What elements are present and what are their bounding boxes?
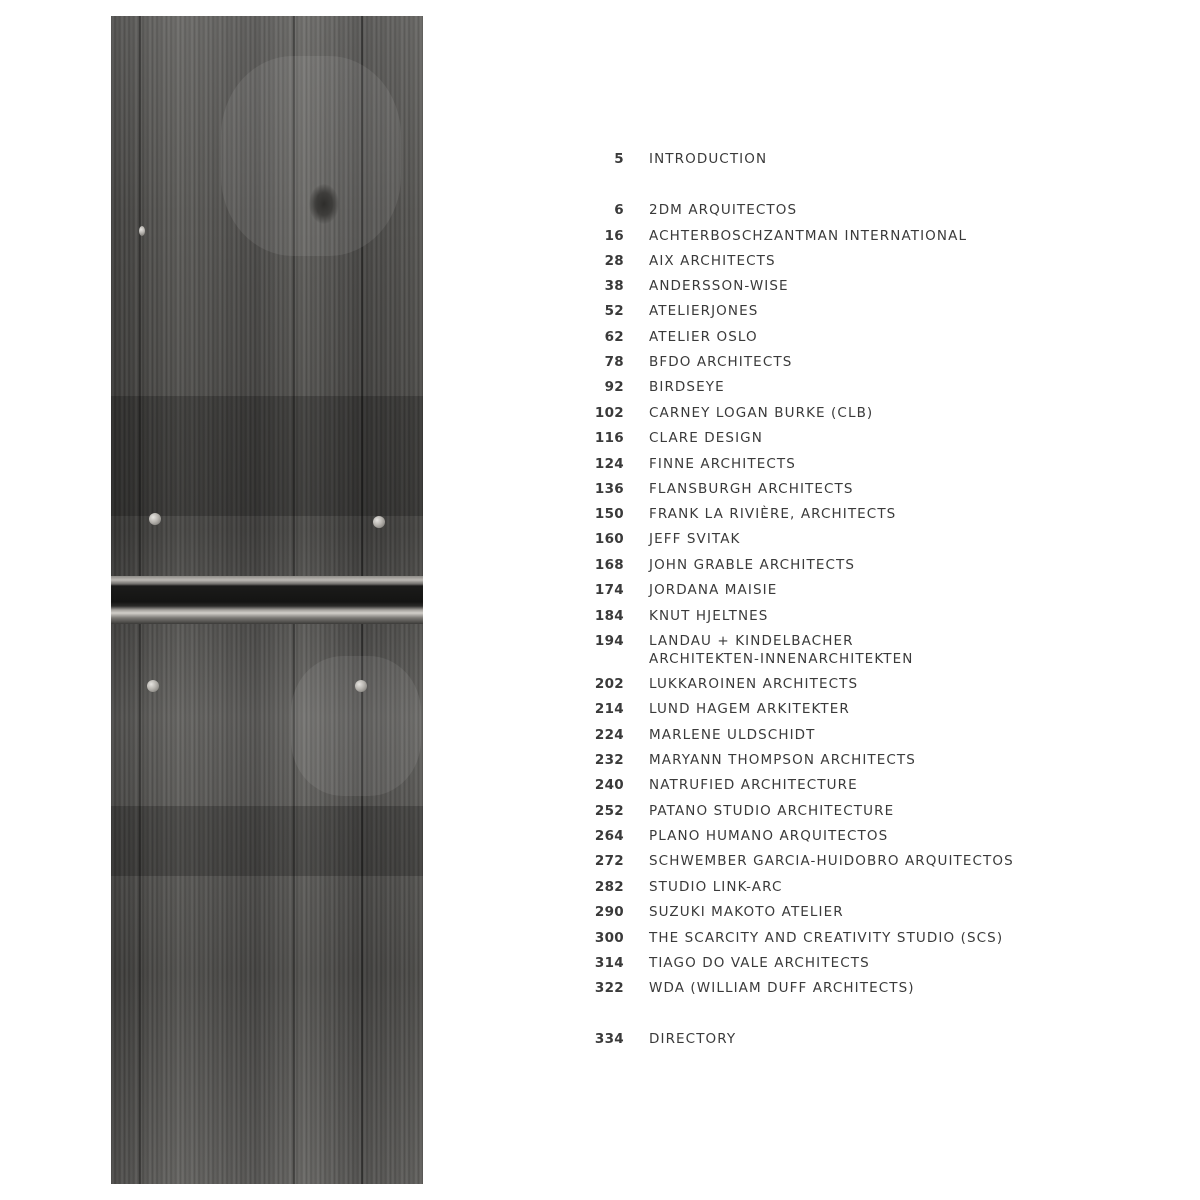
wood-knot — [309, 184, 339, 224]
entry-title: FLANSBURGH ARCHITECTS — [649, 481, 854, 497]
toc-entry[interactable] — [560, 328, 1160, 346]
light-patch — [221, 56, 401, 256]
entry-title-line2: ARCHITEKTEN-INNENARCHITEKTEN — [649, 651, 914, 667]
toc-entry-introduction[interactable] — [560, 150, 1160, 168]
entry-title: FINNE ARCHITECTS — [649, 456, 796, 472]
entry-title: TIAGO DO VALE ARCHITECTS — [649, 955, 870, 971]
entry-title-line1: LANDAU + KINDELBACHER — [649, 633, 854, 649]
toc-entry[interactable] — [560, 227, 1160, 245]
page-number: 314 — [594, 955, 624, 971]
page-number: 62 — [604, 329, 624, 345]
entry-title: BFDO ARCHITECTS — [649, 354, 793, 370]
toc-entry[interactable] — [560, 726, 1160, 744]
shadow-band — [111, 396, 423, 516]
page-number: 174 — [594, 582, 624, 598]
entry-title: KNUT HJELTNES — [649, 608, 769, 624]
page-number: 92 — [604, 379, 624, 395]
page-number: 6 — [614, 202, 624, 218]
toc-entry[interactable] — [560, 429, 1160, 447]
toc-entry[interactable] — [560, 776, 1160, 794]
entry-title: LUKKAROINEN ARCHITECTS — [649, 676, 859, 692]
entry-title: INTRODUCTION — [649, 151, 768, 167]
entry-title: STUDIO LINK-ARC — [649, 879, 783, 895]
toc-entry[interactable] — [560, 201, 1160, 219]
toc-entry[interactable] — [560, 353, 1160, 371]
page-number: 214 — [594, 701, 624, 717]
toc-entry[interactable] — [560, 505, 1160, 523]
page-number: 184 — [594, 608, 624, 624]
page-number: 252 — [594, 803, 624, 819]
page-number: 232 — [594, 752, 624, 768]
page-number: 194 — [594, 633, 624, 649]
page-number: 38 — [604, 278, 624, 294]
toc-entry[interactable] — [560, 751, 1160, 769]
toc-entry[interactable] — [560, 581, 1160, 599]
concrete-photo — [111, 16, 423, 1184]
page-number: 116 — [594, 430, 624, 446]
form-tie-bolt — [139, 226, 145, 236]
page-number: 264 — [594, 828, 624, 844]
entry-title: CLARE DESIGN — [649, 430, 763, 446]
entry-title: ATELIER OSLO — [649, 329, 758, 345]
page-number: 290 — [594, 904, 624, 920]
entry-title: WDA (WILLIAM DUFF ARCHITECTS) — [649, 980, 915, 996]
page-number: 300 — [594, 930, 624, 946]
page-number: 124 — [594, 456, 624, 472]
page-number: 240 — [594, 777, 624, 793]
entry-title: PATANO STUDIO ARCHITECTURE — [649, 803, 895, 819]
toc-entry[interactable] — [560, 802, 1160, 820]
entry-title: DIRECTORY — [649, 1031, 737, 1047]
toc-entry[interactable] — [560, 252, 1160, 270]
toc-entry[interactable] — [560, 878, 1160, 896]
toc-entry[interactable] — [560, 404, 1160, 422]
page-number: 52 — [604, 303, 624, 319]
entry-title: JORDANA MAISIE — [649, 582, 778, 598]
shadow-band — [111, 806, 423, 876]
entry-title: AIX ARCHITECTS — [649, 253, 776, 269]
toc-entry[interactable] — [560, 852, 1160, 870]
toc-entry[interactable] — [560, 530, 1160, 548]
entry-title: PLANO HUMANO ARQUITECTOS — [649, 828, 889, 844]
entry-title: JEFF SVITAK — [649, 531, 741, 547]
entry-title: LUND HAGEM ARKITEKTER — [649, 701, 850, 717]
entry-title: SUZUKI MAKOTO ATELIER — [649, 904, 844, 920]
toc-entry-directory[interactable] — [560, 1030, 1160, 1048]
toc-entry[interactable] — [560, 480, 1160, 498]
page-number: 224 — [594, 727, 624, 743]
page-number: 28 — [604, 253, 624, 269]
entry-title: SCHWEMBER GARCIA-HUIDOBRO ARQUITECTOS — [649, 853, 1014, 869]
entry-title: CARNEY LOGAN BURKE (CLB) — [649, 405, 874, 421]
entry-title: THE SCARCITY AND CREATIVITY STUDIO (SCS) — [649, 930, 1004, 946]
light-patch — [291, 656, 421, 796]
page-number: 160 — [594, 531, 624, 547]
toc-entry[interactable] — [560, 302, 1160, 320]
form-tie-bolt — [355, 680, 367, 692]
toc-entry[interactable] — [560, 455, 1160, 473]
page-number: 202 — [594, 676, 624, 692]
form-tie-bolt — [147, 680, 159, 692]
entry-title: BIRDSEYE — [649, 379, 725, 395]
entry-title: MARLENE ULDSCHIDT — [649, 727, 816, 743]
entry-title: ACHTERBOSCHZANTMAN INTERNATIONAL — [649, 228, 968, 244]
page-number: 150 — [594, 506, 624, 522]
page-number: 5 — [614, 151, 624, 167]
entry-title: ATELIERJONES — [649, 303, 759, 319]
page-number: 102 — [594, 405, 624, 421]
page-number: 334 — [594, 1031, 624, 1047]
entry-title: ANDERSSON-WISE — [649, 278, 789, 294]
toc-entry[interactable] — [560, 556, 1160, 574]
toc-entry[interactable] — [560, 277, 1160, 295]
page-number: 78 — [604, 354, 624, 370]
entry-title: JOHN GRABLE ARCHITECTS — [649, 557, 856, 573]
entry-title: 2DM ARQUITECTOS — [649, 202, 798, 218]
toc-entry[interactable] — [560, 827, 1160, 845]
entry-title: FRANK LA RIVIÈRE, ARCHITECTS — [649, 506, 897, 522]
toc-entry[interactable] — [560, 632, 1160, 668]
toc-entry[interactable] — [560, 607, 1160, 625]
page-number: 16 — [604, 228, 624, 244]
toc-entry[interactable] — [560, 378, 1160, 396]
page-number: 136 — [594, 481, 624, 497]
page-number: 272 — [594, 853, 624, 869]
page-number: 168 — [594, 557, 624, 573]
toc-entry[interactable] — [560, 700, 1160, 718]
toc-entry[interactable] — [560, 903, 1160, 921]
toc-entry[interactable] — [560, 954, 1160, 972]
entry-title: MARYANN THOMPSON ARCHITECTS — [649, 752, 916, 768]
form-tie-bolt — [373, 516, 385, 528]
entry-title — [649, 632, 913, 668]
toc-entry[interactable] — [560, 675, 1160, 693]
page-number: 282 — [594, 879, 624, 895]
toc-entry[interactable] — [560, 979, 1160, 997]
toc-entry[interactable] — [560, 929, 1160, 947]
steel-reveal-strip — [111, 576, 423, 624]
entry-title: NATRUFIED ARCHITECTURE — [649, 777, 858, 793]
page-number: 322 — [594, 980, 624, 996]
form-tie-bolt — [149, 513, 161, 525]
table-of-contents — [560, 0, 1160, 1200]
